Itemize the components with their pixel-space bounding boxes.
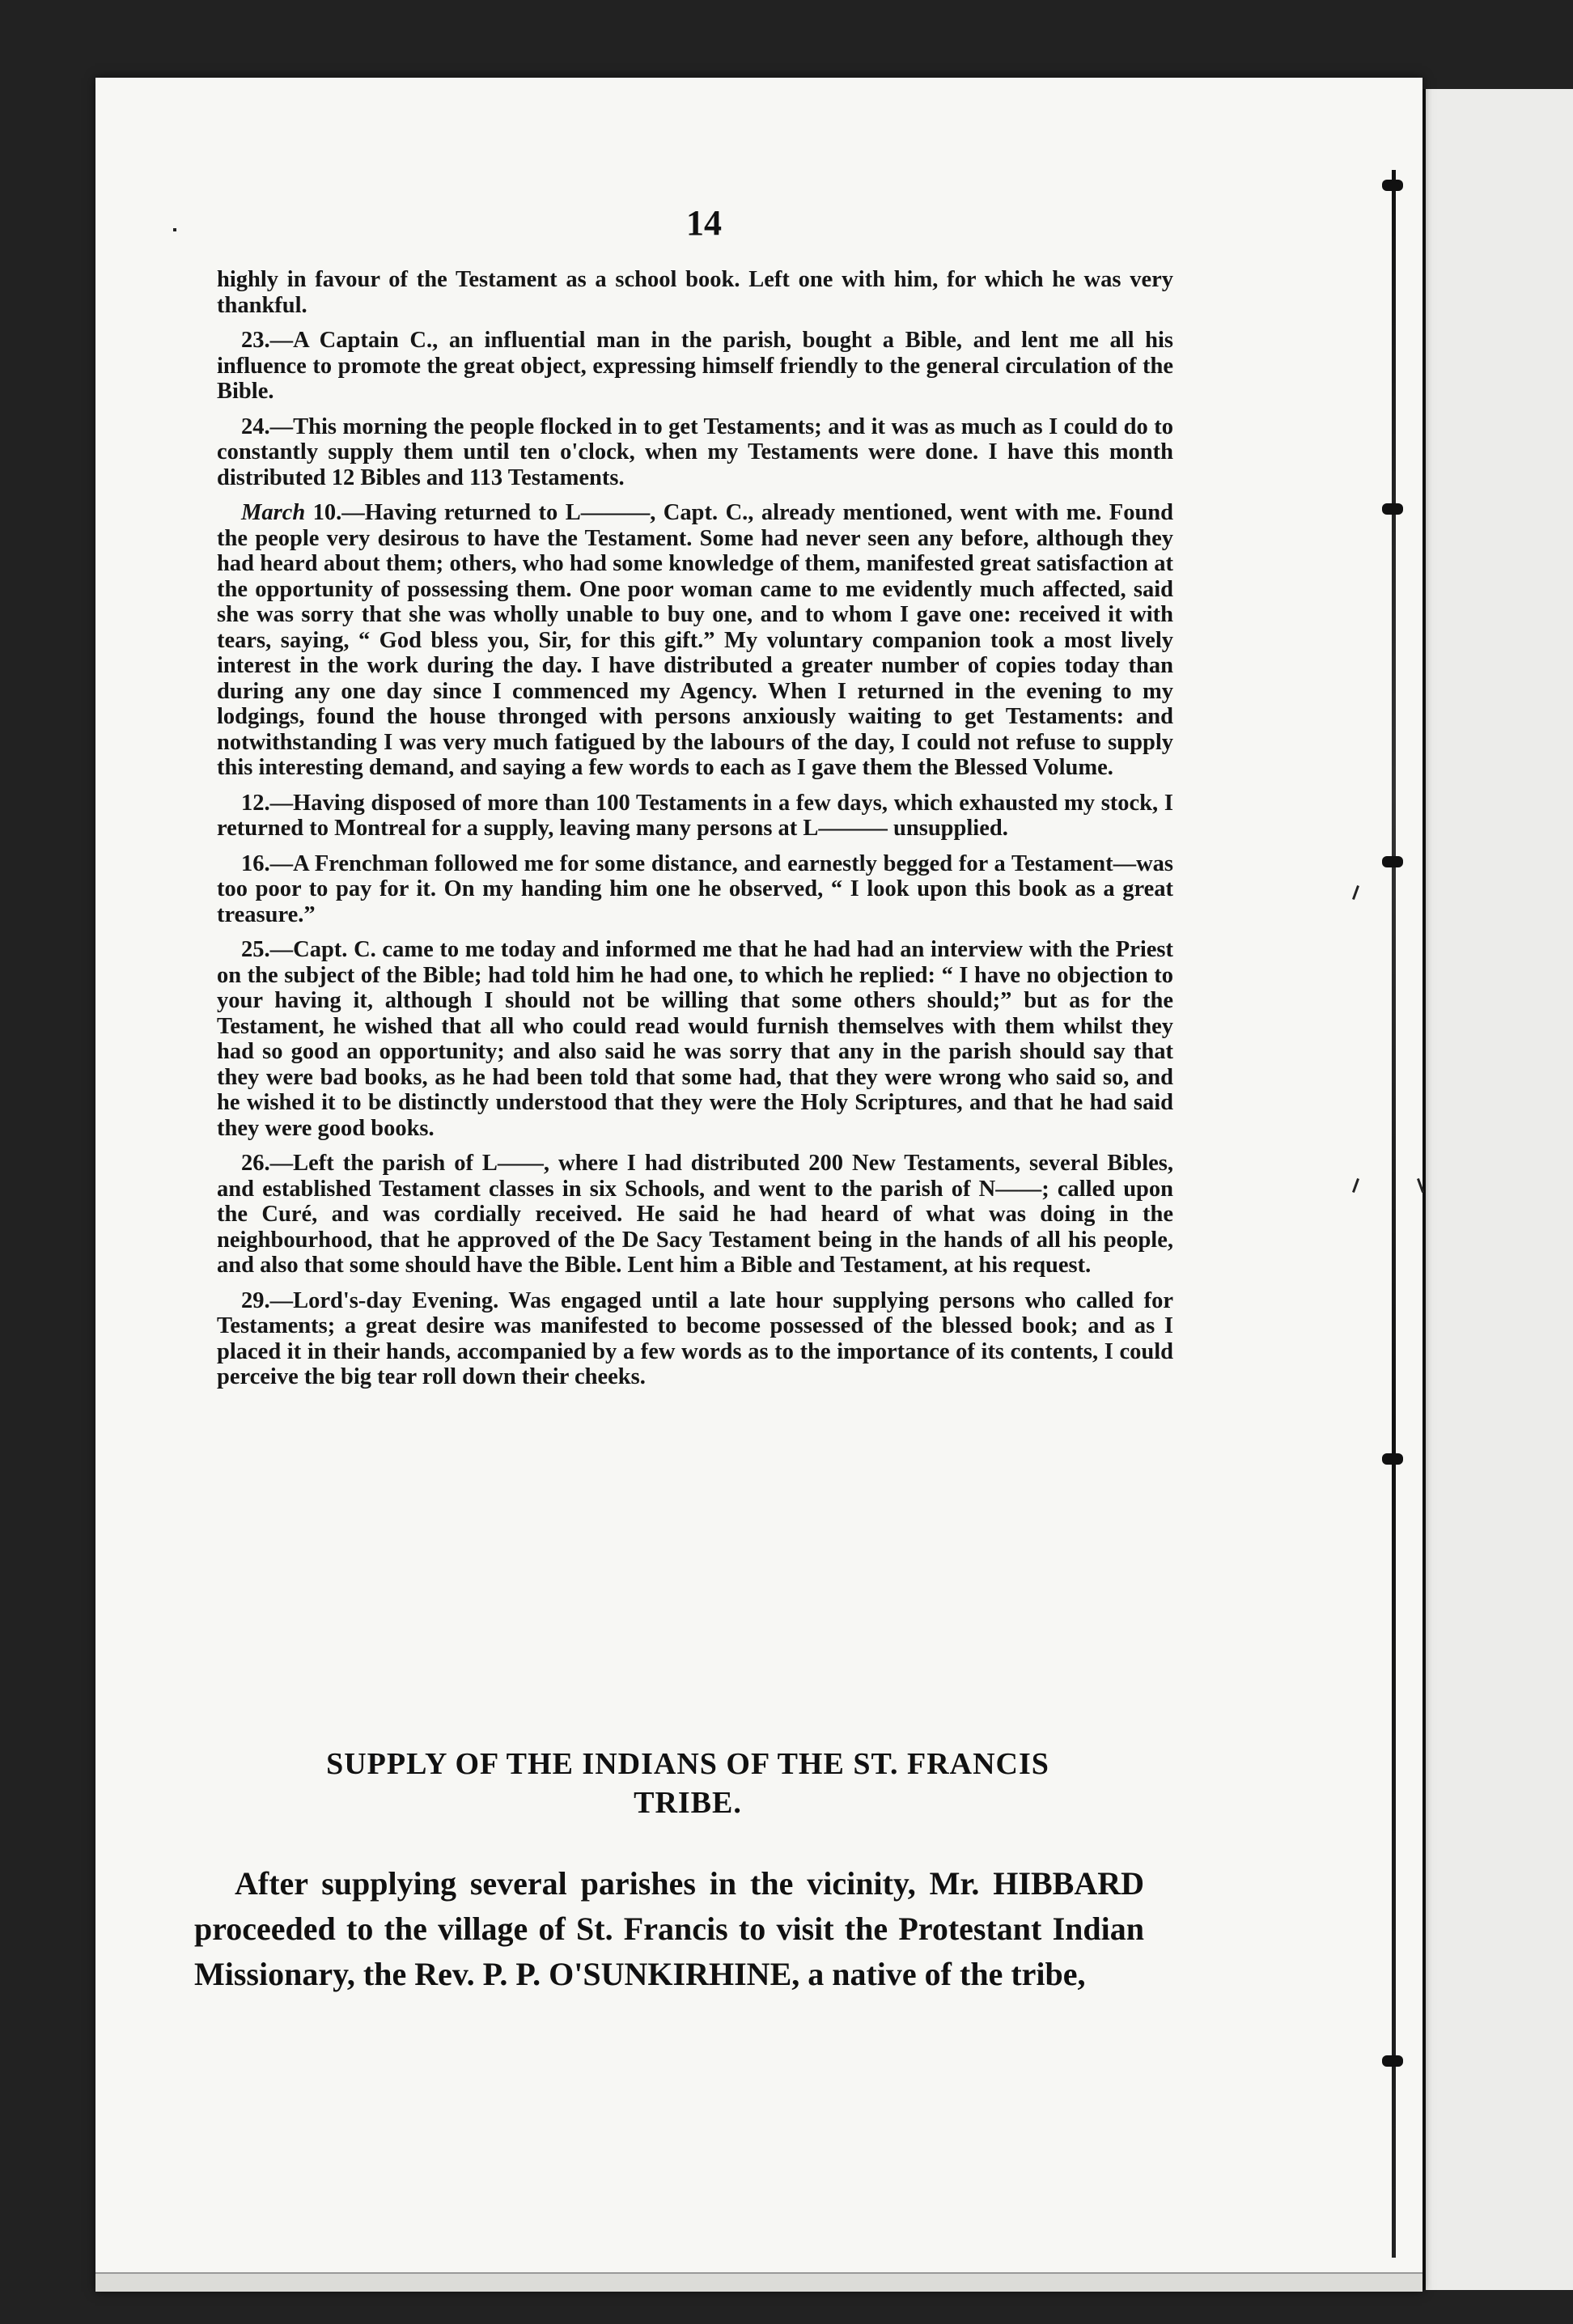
speck bbox=[173, 228, 176, 231]
paragraph: 26.—Left the parish of L——, where I had distributed 200 New Testaments, several Bibles, and established Testament classes in six Schools, and went to the parish of N——; called upon the Curé, and was cordially received. He said he had heard of what was doing in the neighbourhood, that he approved of the De Sacy Testament being in the hands of all his people, and also that some should have the Bible. Lent him a Bible and Testament, at his request. bbox=[217, 1151, 1173, 1278]
stitch-knot bbox=[1382, 856, 1403, 867]
binding-stitch bbox=[1392, 170, 1396, 2258]
paragraph: 23.—A Captain C., an influential man in the parish, bought a Bible, and lent me all his influence to promote the great object, expressing himself friendly to the general circulation of the Bible. bbox=[217, 328, 1173, 404]
paragraph: highly in favour of the Testament as a school book. Left one with him, for which he was very thankful. bbox=[217, 267, 1173, 318]
page-bottom-edge bbox=[95, 2272, 1422, 2292]
month-label: March bbox=[241, 500, 306, 525]
paragraph: 16.—A Frenchman followed me for some distance, and earnestly begged for a Testament—was too poor to pay for it. On my handing him one he observed, “ I look upon this book as a great treasure.” bbox=[217, 850, 1173, 927]
stitch-knot bbox=[1382, 180, 1403, 191]
paragraph: 29.—Lord's-day Evening. Was engaged until a late hour supplying persons who called for Testaments; a great desire was manifested to become possessed of the blessed book; and as I placed it in their hands, accompanied by a few words as to the importance of its contents, I could perceive the big tear roll down their cheeks. bbox=[217, 1287, 1173, 1389]
stitch-knot bbox=[1382, 1453, 1403, 1465]
adjacent-page-edge bbox=[1422, 89, 1573, 2290]
paragraph: 12.—Having disposed of more than 100 Testaments in a few days, which exhausted my stock, I returned to Montreal for a supply, leaving many persons at L——— unsupplied. bbox=[217, 790, 1173, 841]
page-number: 14 bbox=[686, 203, 722, 243]
paragraph: March 10.—Having returned to L———, Capt. C., already mentioned, went with me. Found the people very desirous to have the Testament. Some had never seen any before, although they had heard about them; others, who had some knowledge of them, manifested great satisfaction at the opportunity of possessing them. One poor woman came to me evidently much affected, said she was sorry that she was wholly unable to buy one, and to whom I gave one: received it with tears, saying, “ God bless you, Sir, for this gift.” My voluntary companion took a most lively interest in the work during the day. I have distributed a greater number of copies today than during any one day since I commenced my Agency. When I returned in the evening to my lodgings, found the house thronged with persons anxiously waiting to get Testaments: and notwithstanding I was very much fatigued by the labours of the day, I could not refuse to supply this interesting demand, and saying a few words to each as I gave them the Blessed Volume. bbox=[217, 500, 1173, 780]
diary-text bbox=[217, 267, 1173, 1400]
paragraph: 24.—This morning the people flocked in to get Testaments; and it was as much as I could do to constantly supply them until ten o'clock, when my Testaments were done. I have this month distributed 12 Bibles and 113 Testaments. bbox=[217, 413, 1173, 490]
speck bbox=[0, 1230, 11, 1235]
stitch-knot bbox=[1382, 503, 1403, 515]
section-heading: SUPPLY OF THE INDIANS OF THE ST. FRANCIS TRIBE. bbox=[326, 1747, 1049, 1820]
lead-paragraph: After supplying several parishes in the vicinity, Mr. HIBBARD proceeded to the village of St. Francis to visit the Protestant Indian Missionary, the Rev. P. P. O'SUNKIRHINE, a native of the tribe, bbox=[194, 1865, 1144, 1992]
stitch-knot bbox=[1382, 2055, 1403, 2067]
paragraph: 25.—Capt. C. came to me today and informed me that he had had an interview with the Priest on the subject of the Bible; had told him he had one, to which he replied: “ I have no objection to your having it, although I should not be willing that some others should;” but as for the Testament, he wished that all who could read would furnish themselves with them whilst they had so good an opportunity; and also said he was sorry that any in the parish should say that they were bad books, as he had been told that some had, that they were wrong who said so, and he wished it to be distinctly understood that they were the Holy Scriptures, and that he had said they were good books. bbox=[217, 937, 1173, 1141]
